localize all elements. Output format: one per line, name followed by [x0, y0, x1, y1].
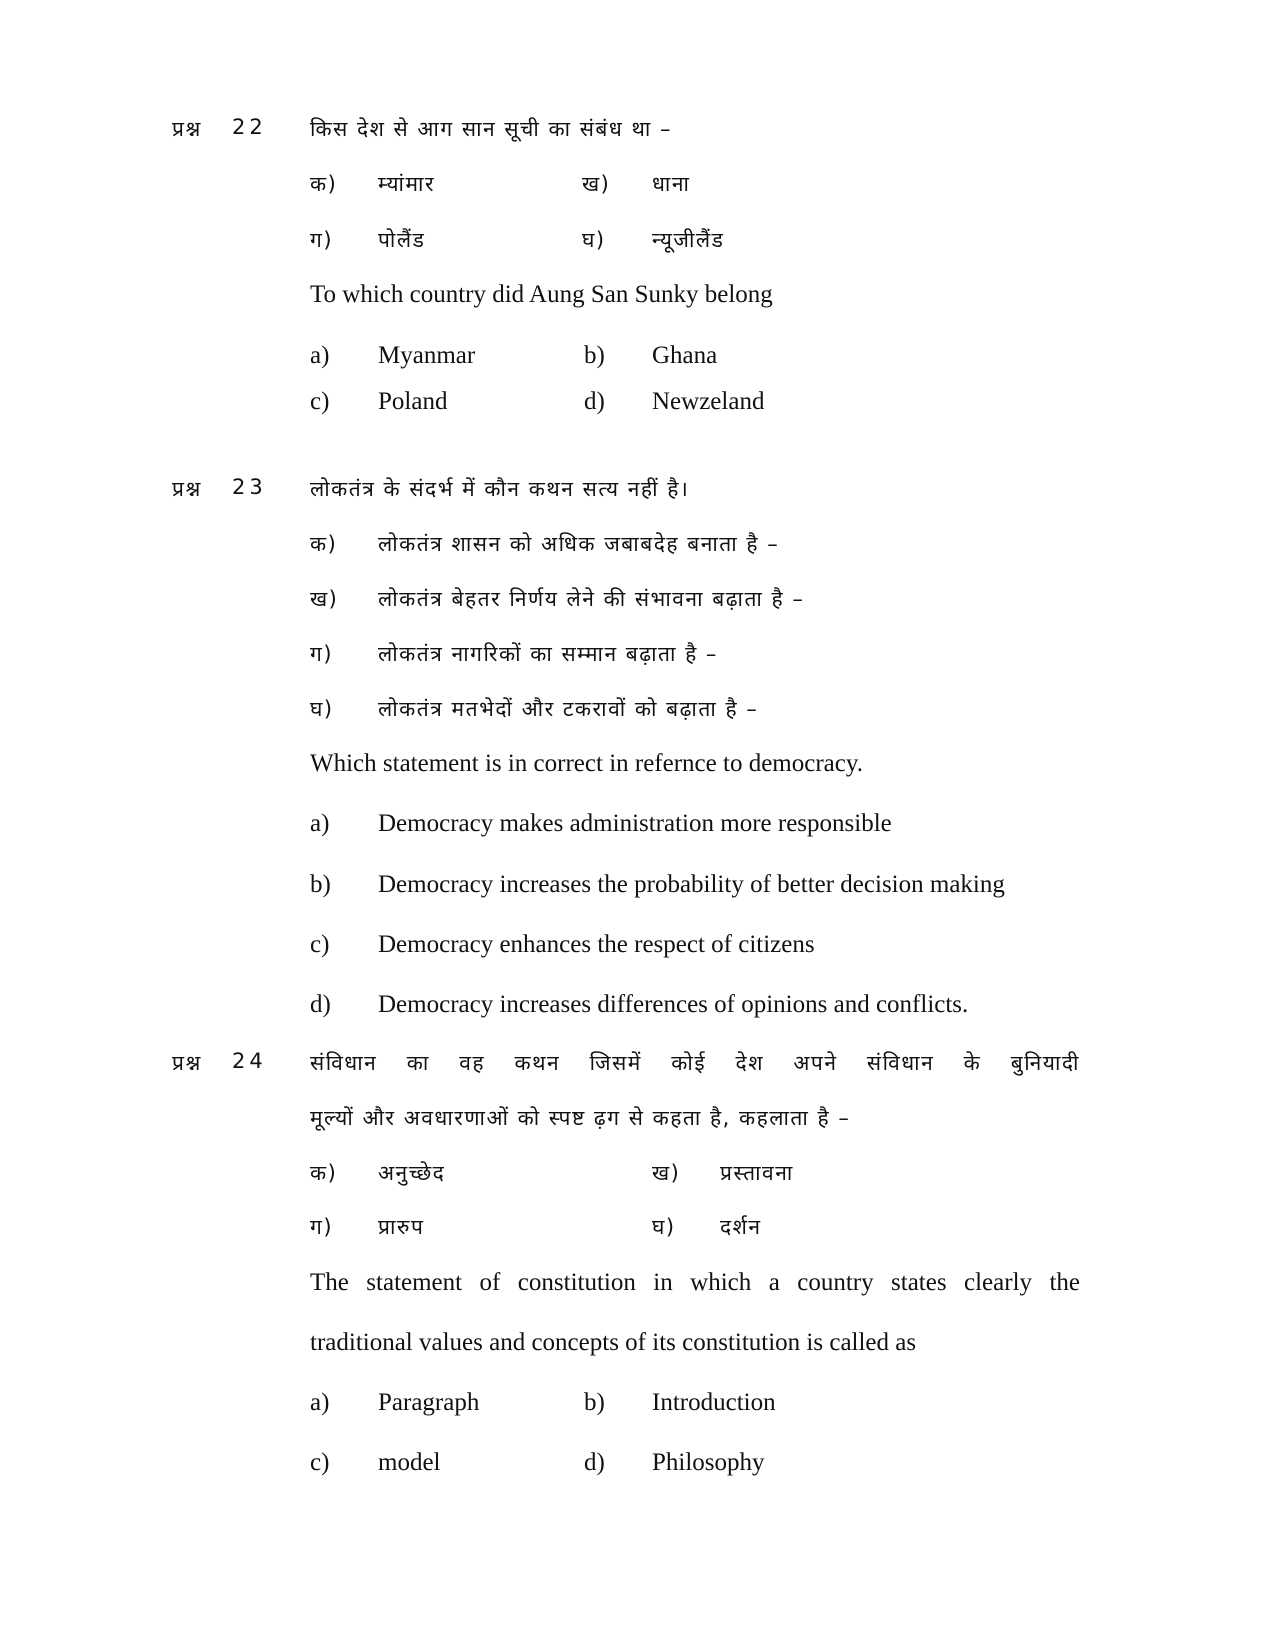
- option-text: Paragraph: [378, 1389, 480, 1416]
- option-marker: ख): [652, 1161, 681, 1185]
- option-text: पोलैंड: [378, 228, 426, 252]
- option-marker: घ): [310, 697, 334, 721]
- option-text: प्रारुप: [378, 1215, 425, 1239]
- option-text: प्रस्तावना: [720, 1161, 794, 1185]
- option-text: Myanmar: [378, 342, 476, 369]
- question-number: 23: [232, 475, 267, 499]
- option-text: लोकतंत्र बेहतर निर्णय लेने की संभावना बढ़ाता है –: [378, 587, 805, 611]
- question-label: प्रश्न: [172, 1051, 202, 1075]
- option-text: अनुच्छेद: [378, 1161, 446, 1185]
- option-marker: ख): [582, 172, 611, 196]
- option-marker: b): [584, 1389, 605, 1416]
- option-text: लोकतंत्र नागरिकों का सम्मान बढ़ाता है –: [378, 642, 718, 666]
- option-text: दर्शन: [720, 1215, 762, 1239]
- option-text: Democracy increases the probability of better decision making: [378, 871, 1005, 898]
- option-marker: ग): [310, 228, 334, 252]
- option-marker: a): [310, 1389, 330, 1416]
- option-marker: d): [584, 388, 605, 415]
- option-text: न्यूजीलैंड: [652, 228, 725, 252]
- question-text-hindi: लोकतंत्र के संदर्भ में कौन कथन सत्य नहीं है।: [310, 477, 690, 501]
- option-marker: घ): [652, 1215, 676, 1239]
- question-label: प्रश्न: [172, 117, 202, 141]
- option-text: Democracy increases differences of opinions and conflicts.: [378, 991, 969, 1018]
- question-text-english-line2: traditional values and concepts of its constitution is called as: [310, 1329, 917, 1356]
- option-marker: ग): [310, 642, 334, 666]
- option-text: Democracy enhances the respect of citizens: [378, 931, 815, 958]
- option-marker: c): [310, 1449, 330, 1476]
- option-text: Poland: [378, 388, 448, 415]
- option-text: लोकतंत्र मतभेदों और टकरावों को बढ़ाता है –: [378, 697, 759, 721]
- question-text-english: To which country did Aung San Sunky belong: [310, 281, 773, 308]
- option-marker: d): [310, 991, 331, 1018]
- option-text: Philosophy: [652, 1449, 765, 1476]
- option-text: लोकतंत्र शासन को अधिक जबाबदेह बनाता है –: [378, 532, 780, 556]
- option-text: Ghana: [652, 342, 718, 369]
- option-marker: ख): [310, 587, 339, 611]
- option-marker: ग): [310, 1215, 334, 1239]
- option-marker: घ): [582, 228, 606, 252]
- option-marker: a): [310, 342, 330, 369]
- option-marker: c): [310, 388, 330, 415]
- option-text: Newzeland: [652, 388, 765, 415]
- question-text-hindi: किस देश से आग सान सूची का संबंध था –: [310, 117, 673, 141]
- option-marker: d): [584, 1449, 605, 1476]
- question-text-english: Which statement is in correct in refernce to democracy.: [310, 750, 863, 777]
- option-text: Introduction: [652, 1389, 776, 1416]
- question-label: प्रश्न: [172, 477, 202, 501]
- option-marker: क): [310, 532, 338, 556]
- option-marker: b): [310, 871, 331, 898]
- option-marker: b): [584, 342, 605, 369]
- question-number: 22: [232, 115, 267, 139]
- option-marker: क): [310, 1161, 338, 1185]
- option-marker: c): [310, 931, 330, 958]
- option-text: धाना: [652, 172, 691, 196]
- question-text-hindi: संविधान का वह कथन जिसमें कोई देश अपने संविधान के बुनियादी: [310, 1051, 1080, 1075]
- question-number: 24: [232, 1049, 267, 1073]
- option-marker: क): [310, 172, 338, 196]
- question-text-hindi-line2: मूल्यों और अवधारणाओं को स्पष्ट ढ़ग से कहता है, कहलाता है –: [310, 1106, 851, 1130]
- option-text: Democracy makes administration more responsible: [378, 810, 892, 837]
- question-text-english: The statement of constitution in which a country states clearly the: [310, 1269, 1080, 1296]
- option-text: model: [378, 1449, 441, 1476]
- option-marker: a): [310, 810, 330, 837]
- option-text: म्यांमार: [378, 172, 436, 196]
